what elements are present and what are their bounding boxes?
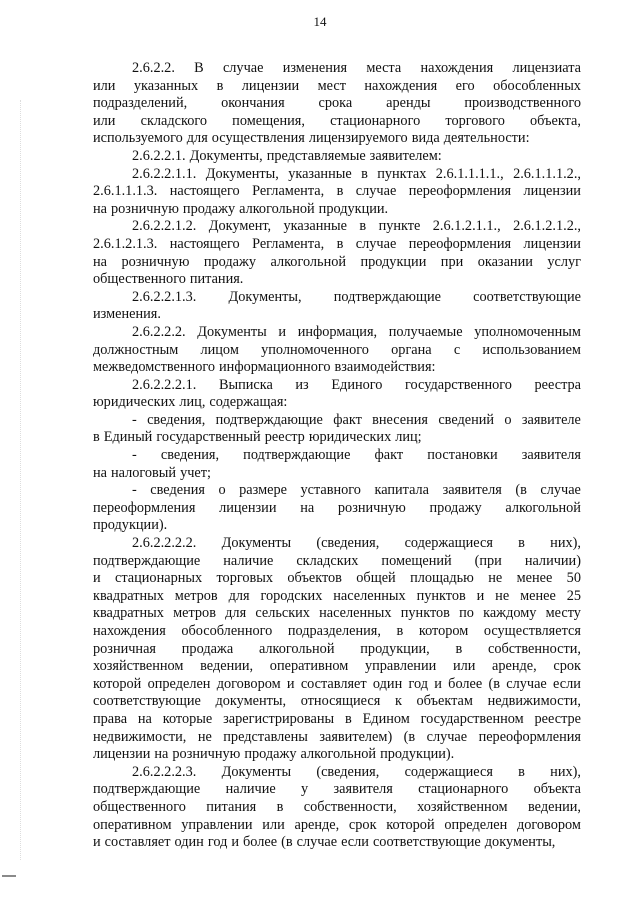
text-line: - сведения, подтверждающие факт постановки заявителя	[132, 447, 581, 464]
text-line: на налоговый учет;	[93, 464, 211, 481]
text-line: оперативном управлении или аренде, срок которой определен договором	[93, 816, 581, 833]
text-line: которой определен договором и составляет один год и более (в случае если	[93, 675, 581, 692]
text-line: межведомственного информационного взаимодействия:	[93, 359, 436, 376]
text-line: лицензии на розничную продажу алкогольной продукции).	[93, 746, 455, 763]
paragraph-p-2-6-2-2-2	[93, 324, 581, 377]
text-line: 2.6.1.1.1.3. настоящего Регламента, в случае переоформления лицензии	[93, 183, 581, 200]
paragraph-p-bullet-1	[93, 412, 581, 447]
paragraph-p-2-6-2-2-1	[93, 148, 581, 166]
paragraph-p-2-6-2-2-1-2	[93, 218, 581, 288]
text-line: или указанных в лицензии мест нахождения его обособленных	[93, 77, 581, 94]
text-line: - сведения о размере уставного капитала заявителя (в случае	[132, 482, 581, 499]
paragraph-p-2-6-2-2-2-1	[93, 377, 581, 412]
text-line: подтверждающие наличие складских помещений (при наличии)	[93, 552, 581, 569]
text-line: хозяйственном ведении, оперативном управлении или аренде, срок	[93, 658, 581, 675]
text-line: подразделений, окончания срока аренды производственного	[93, 95, 581, 112]
text-line: используемого для осуществления лицензируемого вида деятельности:	[93, 130, 530, 147]
text-line: в Единый государственный реестр юридических лиц;	[93, 429, 422, 446]
text-line: на розничную продажу алкогольной продукции при оказании услуг	[93, 253, 581, 270]
text-line: нахождения обособленного подразделения, в котором осуществляется	[93, 623, 581, 639]
paragraph-p-2-6-2-2-1-1	[93, 166, 581, 219]
text-line: 2.6.2.2.2.1. Выписка из Единого государственного реестра	[132, 376, 581, 393]
scan-margin-marks	[20, 100, 25, 860]
text-line: 2.6.2.2.1. Документы, представляемые заявителем:	[132, 147, 442, 164]
paragraph-p-bullet-2	[93, 447, 581, 482]
text-line: изменения.	[93, 306, 161, 323]
text-line: или складского помещения, стационарного торгового объекта,	[93, 112, 581, 129]
paragraph-p-2-6-2-2-1-3	[93, 289, 581, 324]
text-line: соответствующие документы, относящиеся к объектам недвижимости,	[93, 693, 581, 710]
text-line: и составляет один год и более (в случае если соответствующие документы,	[93, 834, 556, 851]
text-line: квадратных метров для городских населенных пунктов и не менее 25	[93, 587, 581, 604]
text-line: квадратных метров для сельских населенных пунктов по каждому месту	[93, 605, 581, 622]
text-line: должностным лицом уполномоченного органа с использованием	[93, 341, 581, 358]
text-line: 2.6.2.2.1.2. Документ, указанные в пункте 2.6.1.2.1.1., 2.6.1.2.1.2.,	[132, 218, 581, 235]
text-line: и стационарных торговых объектов общей площадью не менее 50	[93, 570, 581, 587]
text-line: 2.6.2.2.1.1. Документы, указанные в пунктах 2.6.1.1.1.1., 2.6.1.1.1.2.,	[132, 165, 581, 182]
text-line: 2.6.2.2.1.3. Документы, подтверждающие соответствующие	[132, 288, 581, 305]
document-body	[93, 60, 581, 852]
text-line: 2.6.2.2.2.3. Документы (сведения, содержащиеся в них),	[132, 763, 581, 780]
paragraph-p-2-6-2-2	[93, 60, 581, 148]
text-line: общественного питания в собственности, хозяйственном ведении,	[93, 798, 581, 815]
text-line: 2.6.2.2.2. Документы и информация, получаемые уполномоченным	[132, 323, 581, 340]
scan-edge-mark	[2, 875, 16, 877]
text-line: 2.6.2.2.2.2. Документы (сведения, содержащиеся в них),	[132, 535, 581, 552]
text-line: общественного питания.	[93, 271, 244, 288]
text-line: на розничную продажу алкогольной продукции.	[93, 200, 389, 217]
text-line: продукции).	[93, 517, 168, 534]
paragraph-p-2-6-2-2-2-3	[93, 764, 581, 852]
paragraph-p-2-6-2-2-2-2	[93, 535, 581, 764]
text-line: розничная продажа алкогольной продукции, в собственности,	[93, 640, 581, 657]
text-line: переоформления лицензии на розничную продажу алкогольной	[93, 499, 581, 516]
text-line: подтверждающие наличие у заявителя стационарного объекта	[93, 781, 581, 798]
text-line: юридических лиц, содержащая:	[93, 394, 288, 411]
paragraph-p-bullet-3	[93, 482, 581, 535]
text-line: 2.6.1.2.1.3. настоящего Регламента, в случае переоформления лицензии	[93, 235, 581, 252]
text-line: 2.6.2.2. В случае изменения места нахождения лицензиата	[132, 60, 581, 76]
page-number: 14	[313, 14, 327, 29]
text-line: права на которые зарегистрированы в Едином государственном реестре	[93, 710, 581, 727]
text-line: - сведения, подтверждающие факт внесения сведений о заявителе	[132, 411, 581, 428]
text-line: недвижимости, не представлены заявителем) (в случае переоформления	[93, 728, 581, 745]
